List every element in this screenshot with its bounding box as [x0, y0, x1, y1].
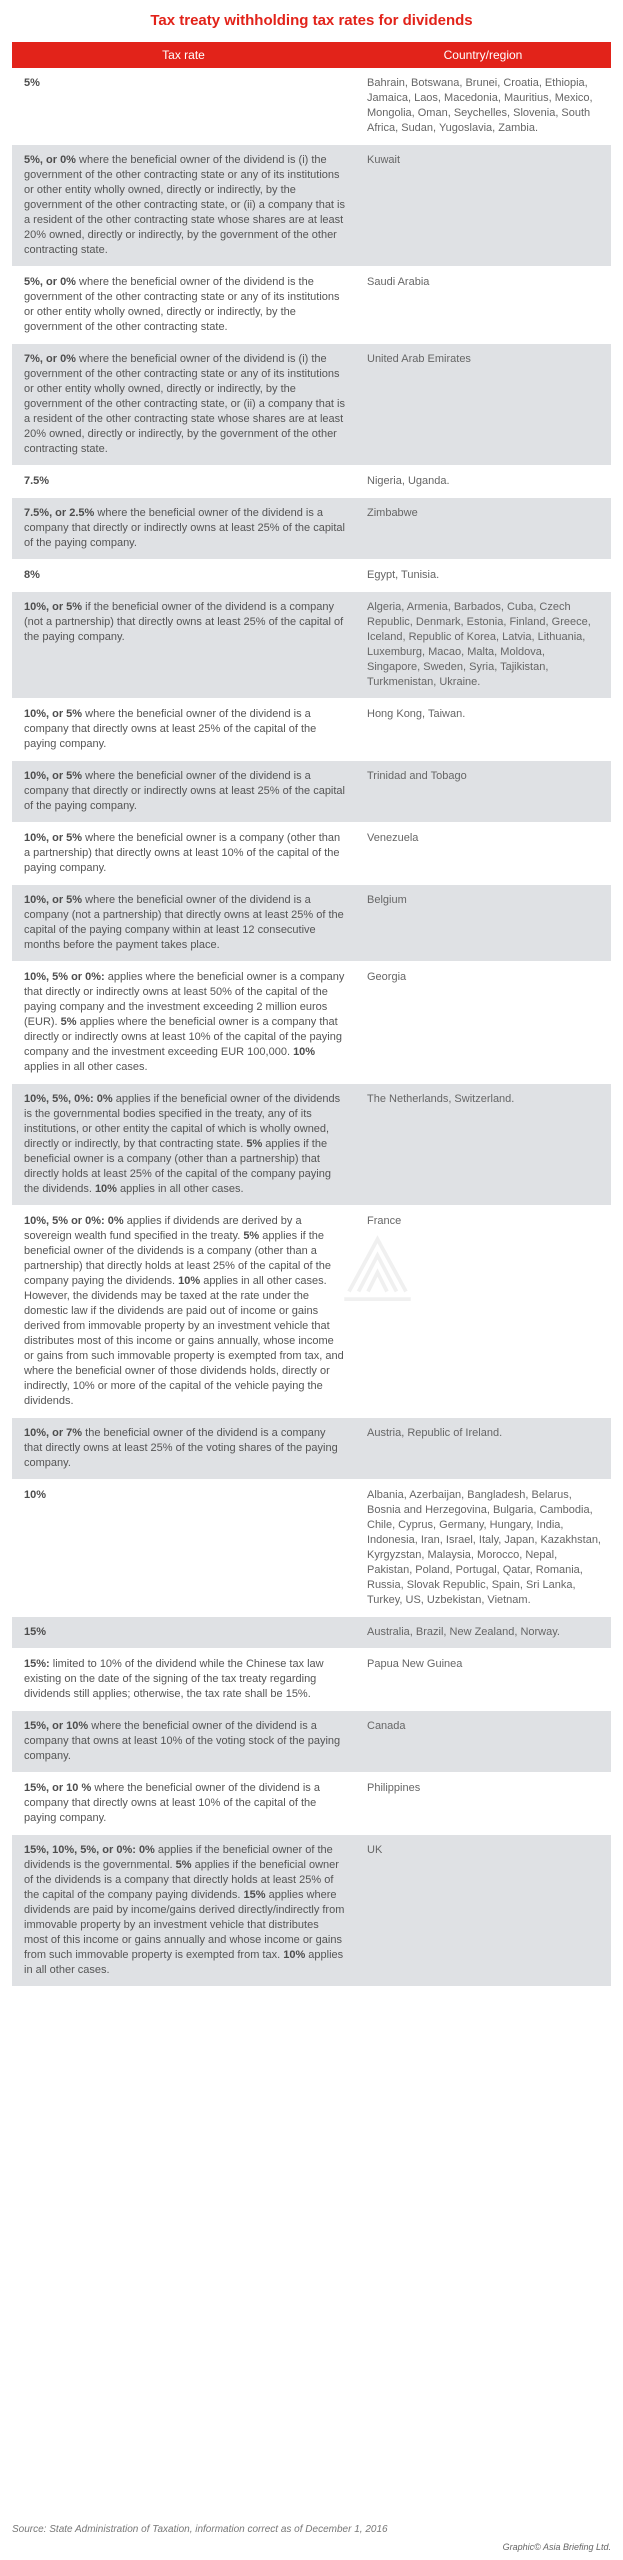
rate-condition: where the beneficial owner of the dividend is (i) the government of the other contracting state or any of its institutions or other entity wholly owned, directly or indirectly, by the government of the other contracting state, or (ii) a company that is a resident of the other contracting state whose shares are at least 20% owned, directly or indirectly, by the government of the other contracting state. — [24, 353, 345, 455]
country-region-cell: United Arab Emirates — [367, 353, 471, 365]
country-region-cell: Georgia — [367, 971, 407, 983]
tax-rate-table — [12, 68, 611, 1987]
rate-condition: where the beneficial owner of the dividend is a company that directly owns at least 10% of the capital of the paying company. — [24, 1782, 320, 1824]
table-row — [12, 145, 611, 267]
tax-rate-cell — [12, 498, 355, 559]
rate-value: 5%, or 0% — [24, 154, 76, 166]
country-region-cell: Venezuela — [367, 832, 419, 844]
table-row — [12, 1649, 611, 1711]
country-region-cell: Albania, Azerbaijan, Bangladesh, Belarus, Bosnia and Herzegovina, Bulgaria, Cambodia, Chile, Cyprus, Germany, Hungary, India, Indonesia, Iran, Israel, Italy, Japan, Kazakhstan, Kyrgyzstan, Malaysia, Morocco, Nepal, Pakistan, Poland, Portugal, Qatar, Romania, Russia, Slovak Republic, Spain, Sri Lanka, Turkey, US, Uzbekistan, Vietnam. — [367, 1489, 601, 1606]
table-row — [12, 1711, 611, 1773]
table-row — [12, 466, 611, 498]
tax-rate-cell — [12, 560, 355, 591]
asia-briefing-logo-icon — [330, 1225, 425, 1320]
header-country-region: Country/region — [443, 48, 523, 62]
tax-rate-cell — [12, 1617, 355, 1648]
rate-condition: limited to 10% of the dividend while the Chinese tax law existing on the date of the signing of the tax treaty regarding dividends still applies; otherwise, the tax rate shall be 15%. — [24, 1658, 324, 1700]
rate-value: 15%, 10%, 5%, or 0%: 0% — [24, 1844, 155, 1856]
country-region-cell: Zimbabwe — [367, 507, 418, 519]
tax-rate-cell — [12, 885, 355, 961]
rate-value: 15% — [243, 1889, 266, 1901]
rate-value: 7.5%, or 2.5% — [24, 507, 95, 519]
country-region-cell: Nigeria, Uganda. — [367, 475, 450, 487]
tax-rate-cell — [12, 1835, 355, 1986]
rate-value: 15%, or 10 % — [24, 1782, 92, 1794]
table-row — [12, 761, 611, 823]
rate-value: 10% — [94, 1183, 117, 1195]
table-row — [12, 344, 611, 466]
tax-rate-cell — [12, 267, 355, 343]
tax-rate-cell — [12, 1206, 355, 1417]
table-row — [12, 498, 611, 560]
rate-value: 10% — [283, 1949, 306, 1961]
country-region-cell: Canada — [367, 1720, 406, 1732]
rate-value: 10% — [178, 1275, 201, 1287]
tax-rate-cell — [12, 466, 355, 497]
table-header — [12, 42, 611, 68]
table-row — [12, 592, 611, 699]
rate-value: 5% — [60, 1016, 77, 1028]
rate-value: 10%, or 5% — [24, 601, 83, 613]
rate-value: 5% — [24, 77, 40, 89]
rate-condition: applies if the beneficial owner of the dividends is the governmental. — [24, 1844, 333, 1871]
rate-value: 10%, or 5% — [24, 894, 83, 906]
rate-condition: if the beneficial owner of the dividend is a company (not a partnership) that directly owns at least 25% of the capital of the paying company. — [24, 601, 344, 643]
rate-condition: where the beneficial owner is a company (other than a partnership) that directly owns at least 10% of the capital of the paying company. — [24, 832, 341, 874]
rate-value: 10%, or 5% — [24, 832, 83, 844]
rate-value: 7%, or 0% — [24, 353, 76, 365]
rate-condition: applies if the beneficial owner is a company (other than a partnership) that directly holds at least 25% of the capital of the company paying the dividends. — [24, 1138, 331, 1195]
rate-condition: applies where the beneficial owner is a company that directly or indirectly owns at least 10% of the capital of the paying company and the investment exceeding EUR 100,000. — [24, 1016, 342, 1058]
rate-value: 5% — [243, 1230, 260, 1242]
rate-condition: applies in all other cases. However, the dividends may be taxed at the rate under the domestic law if the dividends are paid out of income or gains derived from immovable property by an investment vehicle that distributes most of this income or gains annually, whose income or gains from such immovable property is exempted from tax, and where the beneficial owner of those dividends holds, directly or indirectly, 10% or more of the capital of the vehicle paying the dividends. — [24, 1275, 344, 1407]
rate-condition: applies if dividends are derived by a sovereign wealth fund specified in the treaty. — [24, 1215, 302, 1242]
tax-rate-cell — [12, 823, 355, 884]
rate-condition: applies if the beneficial owner of the dividends is a company (other than a partnership) that directly holds at least 25% of the capital of the company paying the dividends. — [24, 1230, 331, 1287]
rate-value: 10%, or 7% — [24, 1427, 83, 1439]
tax-rate-cell — [12, 68, 355, 144]
rate-condition: where the beneficial owner of the dividend is (i) the government of the other contracting state or any of its institutions or other entity wholly owned, directly or indirectly, by the government of the other contracting state, or (ii) a company that is a resident of the other contracting state whose shares are at least 20% owned, directly or indirectly, by the government of the other contracting state. — [24, 154, 345, 256]
rate-value: 10%, 5% or 0%: 0% — [24, 1215, 124, 1227]
rate-value: 5% — [175, 1859, 192, 1871]
country-region-cell: Egypt, Tunisia. — [367, 569, 440, 581]
table-row — [12, 1773, 611, 1835]
tax-rate-cell — [12, 1711, 355, 1772]
source-note: Source: State Administration of Taxation, information correct as of December 1, 2016 — [12, 2524, 388, 2535]
rate-condition: where the beneficial owner of the dividend is a company that owns at least 10% of the voting stock of the paying company. — [24, 1720, 341, 1762]
rate-value: 10% — [293, 1046, 316, 1058]
header-tax-rate: Tax rate — [162, 48, 205, 62]
tax-rate-cell — [12, 344, 355, 465]
tax-rate-cell — [12, 962, 355, 1083]
tax-rate-cell — [12, 699, 355, 760]
tax-rate-cell — [12, 1418, 355, 1479]
tax-rate-cell — [12, 1084, 355, 1205]
table-row — [12, 699, 611, 761]
table-row — [12, 1617, 611, 1649]
page-title: Tax treaty withholding tax rates for dividends — [150, 12, 473, 29]
rate-value: 10%, 5%, 0%: 0% — [24, 1093, 113, 1105]
tax-rate-cell — [12, 1773, 355, 1834]
country-region-cell: Kuwait — [367, 154, 401, 166]
rate-value: 5% — [246, 1138, 263, 1150]
rate-condition: where the beneficial owner of the dividend is the government of the other contracting state or any of its institutions or other entity wholly owned, directly or indirectly, by the government of the other contracting state. — [24, 276, 340, 333]
rate-condition: where the beneficial owner of the dividend is a company that directly or indirectly owns at least 25% of the capital of the paying company. — [24, 770, 345, 812]
rate-value: 15%, or 10% — [24, 1720, 89, 1732]
country-region-cell: Bahrain, Botswana, Brunei, Croatia, Ethiopia, Jamaica, Laos, Macedonia, Mauritius, Mexico, Mongolia, Oman, Seychelles, Slovenia, South Africa, Sudan, Yugoslavia, Zambia. — [367, 77, 593, 134]
rate-condition: applies in all other cases. — [24, 1061, 148, 1073]
country-region-cell: France — [367, 1215, 402, 1227]
rate-value: 10%, or 5% — [24, 770, 83, 782]
rate-condition: applies in all other cases. — [116, 1183, 244, 1195]
table-row — [12, 68, 611, 145]
table-row — [12, 962, 611, 1084]
rate-value: 8% — [24, 569, 40, 581]
country-region-cell: Trinidad and Tobago — [367, 770, 467, 782]
country-region-cell: Algeria, Armenia, Barbados, Cuba, Czech Republic, Denmark, Estonia, Finland, Greece, Iceland, Republic of Korea, Latvia, Lithuania, Luxemburg, Macao, Malta, Moldova, Singapore, Sweden, Syria, Tajikistan, Turkmenistan, Ukraine. — [367, 601, 591, 688]
rate-condition: where the beneficial owner of the dividend is a company (not a partnership) that directly owns at least 25% of the capital of the paying company within at least 12 consecutive months before the payment takes place. — [24, 894, 344, 951]
rate-condition: applies if the beneficial owner of the dividends is the governmental bodies specified in the treaty, any of its institutions, or other entity the capital of which is wholly owned, directly or indirectly, by that contracting state. — [24, 1093, 341, 1150]
tax-rate-cell — [12, 1649, 355, 1710]
table-row — [12, 1835, 611, 1987]
graphic-credit: Graphic© Asia Briefing Ltd. — [502, 2542, 611, 2552]
table-row — [12, 1084, 611, 1206]
country-region-cell: Saudi Arabia — [367, 276, 430, 288]
table-row — [12, 267, 611, 344]
table-row — [12, 1480, 611, 1617]
country-region-cell: Hong Kong, Taiwan. — [367, 708, 466, 720]
country-region-cell: UK — [367, 1844, 383, 1856]
country-region-cell: Australia, Brazil, New Zealand, Norway. — [367, 1626, 560, 1638]
rate-condition: where the beneficial owner of the dividend is a company that directly owns at least 25% of the capital of the paying company. — [24, 708, 317, 750]
rate-condition: the beneficial owner of the dividend is a company that directly owns at least 25% of the voting shares of the paying company. — [24, 1427, 338, 1469]
country-region-cell: Belgium — [367, 894, 407, 906]
rate-condition: applies in all other cases. — [24, 1949, 344, 1976]
tax-rate-cell — [12, 1480, 355, 1616]
rate-condition: applies if the beneficial owner of the dividends is a company that directly holds at least 25% of the capital of the company paying dividends. — [24, 1859, 339, 1901]
tax-rate-cell — [12, 761, 355, 822]
table-row — [12, 885, 611, 962]
rate-value: 5%, or 0% — [24, 276, 76, 288]
rate-condition: where the beneficial owner of the dividend is a company that directly or indirectly owns at least 25% of the capital of the paying company. — [24, 507, 345, 549]
rate-value: 10% — [24, 1489, 47, 1501]
rate-value: 15% — [24, 1626, 47, 1638]
table-row — [12, 1418, 611, 1480]
tax-rate-cell — [12, 592, 355, 698]
table-row — [12, 823, 611, 885]
country-region-cell: Papua New Guinea — [367, 1658, 463, 1670]
rate-condition: applies where the beneficial owner is a company that directly or indirectly owns at least 50% of the capital of the paying company and the investment exceeding 2 million euros (EUR). — [24, 971, 345, 1028]
rate-value: 10%, 5% or 0%: — [24, 971, 105, 983]
country-region-cell: The Netherlands, Switzerland. — [367, 1093, 515, 1105]
rate-value: 10%, or 5% — [24, 708, 83, 720]
table-row — [12, 560, 611, 592]
table-row — [12, 1206, 611, 1418]
rate-condition: applies where dividends are paid by income/gains derived directly/indirectly from immovable property by an investment vehicle that distributes most of this income or gains annually and whose income or gains from such immovable property is exempted from tax. — [24, 1889, 345, 1961]
country-region-cell: Philippines — [367, 1782, 421, 1794]
rate-value: 7.5% — [24, 475, 50, 487]
country-region-cell: Austria, Republic of Ireland. — [367, 1427, 503, 1439]
tax-rate-cell — [12, 145, 355, 266]
rate-value: 15%: — [24, 1658, 50, 1670]
